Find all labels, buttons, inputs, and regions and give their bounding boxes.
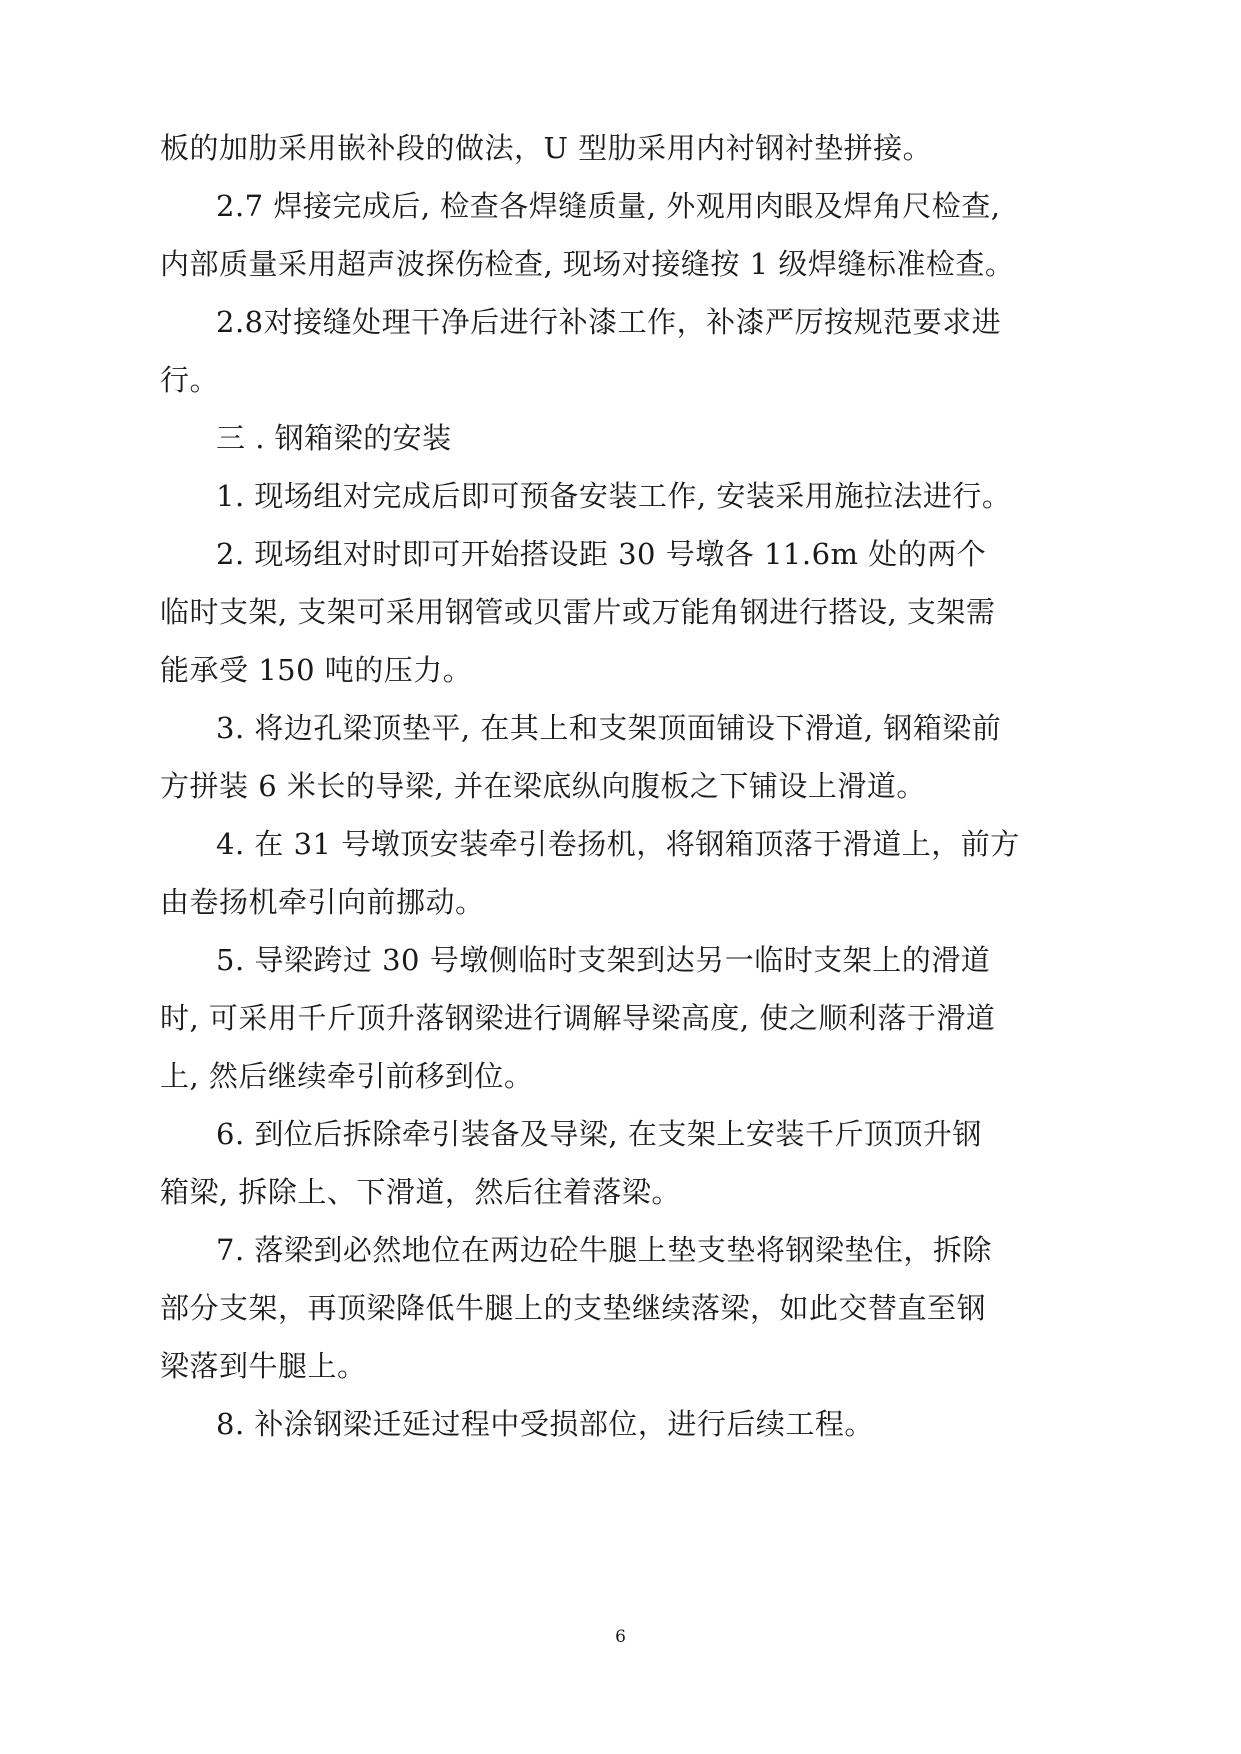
text-line: 7. 落梁到必然地位在两边砼牛腿上垫支垫将钢梁垫住，拆除 (216, 1233, 992, 1267)
page-number: 6 (615, 1627, 626, 1647)
text-line: 能承受 150 吨的压力。 (160, 653, 473, 687)
text-line: 板的加肋采用嵌补段的做法，U 型肋采用内衬钢衬垫拼接。 (160, 131, 933, 165)
text-line: 部分支架，再顶梁降低牛腿上的支垫继续落梁，如此交替直至钢 (160, 1291, 987, 1325)
text-line: 6. 到位后拆除牵引装备及导梁, 在支架上安装千斤顶顶升钢 (216, 1117, 982, 1151)
text-line: 梁落到牛腿上。 (160, 1349, 367, 1383)
text-line: 4. 在 31 号墩顶安装牵引卷扬机，将钢箱顶落于滑道上，前方 (216, 827, 1020, 861)
text-line: 行。 (160, 363, 220, 397)
section-heading: 三 . 钢箱梁的安装 (216, 421, 452, 455)
text-line: 5. 导梁跨过 30 号墩侧临时支架到达另一临时支架上的滑道 (216, 943, 991, 977)
text-line: 3. 将边孔梁顶垫平, 在其上和支架顶面铺设下滑道, 钢箱梁前 (216, 711, 1002, 745)
text-line: 内部质量采用超声波探伤检查, 现场对接缝按 1 级焊缝标准检查。 (160, 247, 1015, 281)
text-line: 箱梁, 拆除上、下滑道，然后往着落梁。 (160, 1175, 681, 1209)
text-line: 方拼装 6 米长的导梁, 并在梁底纵向腹板之下铺设上滑道。 (160, 769, 926, 803)
text-line: 上, 然后继续牵引前移到位。 (160, 1059, 534, 1093)
text-line: 2.7 焊接完成后, 检查各焊缝质量, 外观用肉眼及焊角尺检查, (216, 189, 1001, 223)
text-line: 2.8对接缝处理干净后进行补漆工作，补漆严厉按规范要求进 (216, 305, 1002, 339)
text-line: 1. 现场组对完成后即可预备安装工作, 安装采用施拉法进行。 (216, 479, 1012, 513)
text-line: 2. 现场组对时即可开始搭设距 30 号墩各 11.6m 处的两个 (216, 537, 987, 571)
text-line: 时, 可采用千斤顶升落钢梁进行调解导梁高度, 使之顺利落于滑道 (160, 1001, 996, 1035)
text-line: 由卷扬机牵引向前挪动。 (160, 885, 485, 919)
text-line: 临时支架, 支架可采用钢管或贝雷片或万能角钢进行搭设, 支架需 (160, 595, 996, 629)
text-line: 8. 补涂钢梁迁延过程中受损部位，进行后续工程。 (216, 1407, 874, 1441)
